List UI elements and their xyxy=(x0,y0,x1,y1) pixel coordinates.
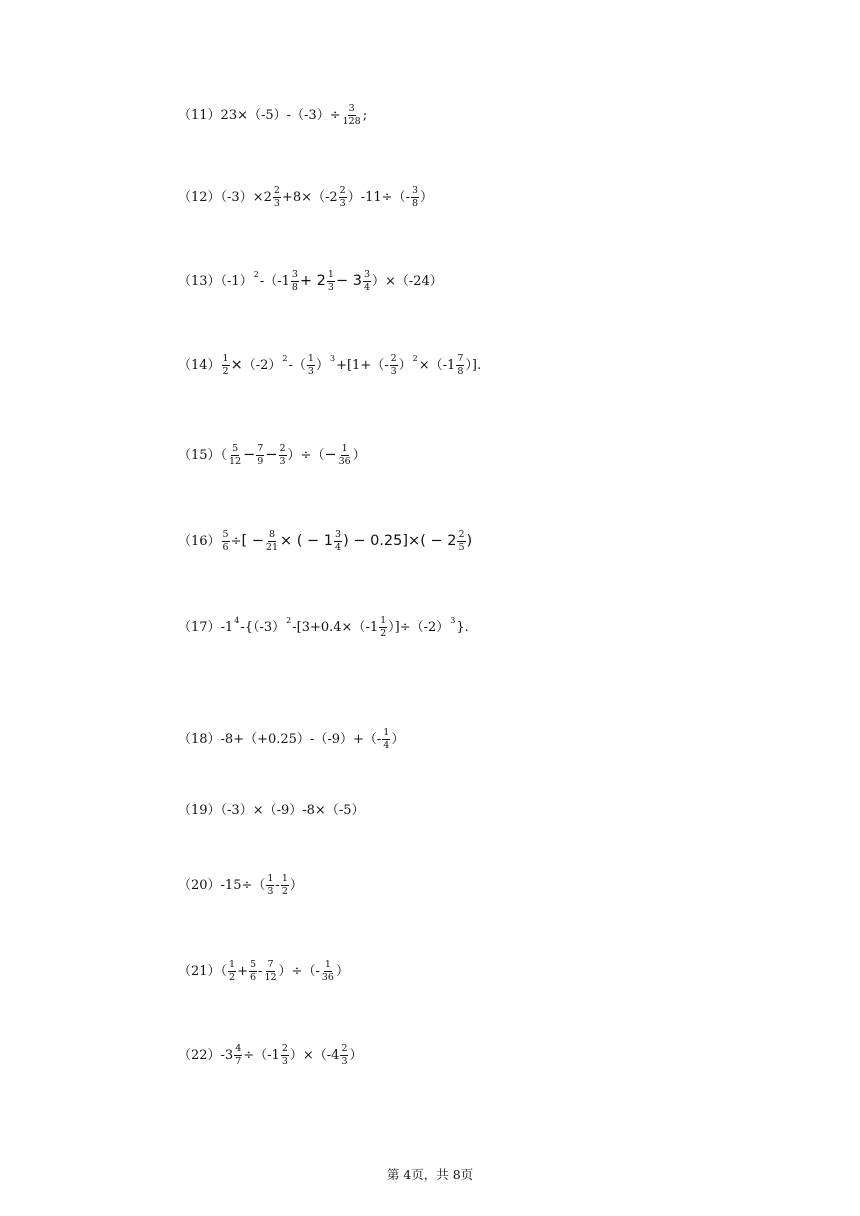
fraction xyxy=(338,444,352,467)
expression-text: （12）（-3）×2 xyxy=(178,189,272,205)
fraction xyxy=(222,530,230,553)
fraction-denominator: 3 xyxy=(327,281,334,293)
fraction-denominator: 7 xyxy=(235,1055,242,1067)
expression-text: ）÷（ xyxy=(287,447,325,463)
problem-11 xyxy=(178,104,367,127)
fraction-denominator: 3 xyxy=(281,1055,288,1067)
fraction-numerator: 2 xyxy=(273,185,280,196)
fraction-numerator: 1 xyxy=(267,873,274,884)
expression-text: +8×（-2 xyxy=(281,189,338,205)
expression-text: ）]÷（-2） xyxy=(388,619,450,635)
fraction-numerator: 3 xyxy=(335,529,342,540)
fraction xyxy=(457,530,465,553)
fraction-denominator: 12 xyxy=(264,971,277,983)
fraction xyxy=(222,354,230,377)
expression-text: ） xyxy=(315,357,329,373)
fraction-numerator: 2 xyxy=(341,1043,348,1054)
expression-text: （17）-1 xyxy=(178,619,234,635)
fraction-denominator: 3 xyxy=(339,197,346,209)
expression-text: - xyxy=(258,963,263,979)
expression-text: ） xyxy=(349,1047,363,1063)
fraction-denominator: 3 xyxy=(307,365,314,377)
fraction-numerator: 7 xyxy=(267,959,274,970)
problem-13 xyxy=(178,270,443,293)
expression-text: ） xyxy=(289,877,303,893)
fraction xyxy=(273,186,281,209)
fraction xyxy=(327,270,335,293)
fraction xyxy=(411,186,419,209)
fraction-numerator: 3 xyxy=(363,269,370,280)
fraction xyxy=(265,530,279,553)
expression-text: ; xyxy=(362,107,368,123)
expression-text: - xyxy=(275,877,280,893)
expression-text: （-2） xyxy=(242,357,282,373)
problem-20 xyxy=(178,874,303,897)
fraction-numerator: 3 xyxy=(348,103,355,114)
expression-text: ）-11÷（- xyxy=(347,189,410,205)
fraction-denominator: 4 xyxy=(383,739,390,751)
expression-text: − xyxy=(324,447,337,464)
fraction xyxy=(390,354,398,377)
problem-16 xyxy=(178,530,472,553)
expression-text: ) − 0.25]×( − 2 xyxy=(343,533,457,550)
fraction-numerator: 1 xyxy=(307,353,314,364)
fraction-denominator: 2 xyxy=(229,971,236,983)
fraction-denominator: 2 xyxy=(222,365,229,377)
fraction xyxy=(281,874,289,897)
problem-14 xyxy=(178,354,481,377)
expression-text: （18）-8+（+0.25）-（-9）+（- xyxy=(178,731,382,747)
expression-text: -（ xyxy=(288,357,306,373)
fraction xyxy=(266,874,274,897)
fraction-denominator: 3 xyxy=(390,365,397,377)
expression-text: ） xyxy=(419,189,433,205)
expression-text: ) xyxy=(466,533,473,550)
fraction-denominator: 8 xyxy=(411,197,418,209)
fraction xyxy=(249,960,257,983)
fraction-numerator: 1 xyxy=(383,727,390,738)
expression-text: + 2 xyxy=(299,273,326,290)
fraction-denominator: 21 xyxy=(265,541,279,553)
problem-12 xyxy=(178,186,433,209)
fraction xyxy=(379,616,387,639)
fraction-numerator: 7 xyxy=(457,353,464,364)
fraction-numerator: 1 xyxy=(324,959,331,970)
exponent: 3 xyxy=(329,354,336,364)
fraction-denominator: 2 xyxy=(380,627,387,639)
fraction-numerator: 3 xyxy=(291,269,298,280)
expression-text: （11）23×（-5）-（-3）÷ xyxy=(178,107,341,123)
fraction-denominator: 128 xyxy=(342,115,361,127)
expression-text: （20）-15÷（ xyxy=(178,877,266,893)
fraction xyxy=(307,354,315,377)
fraction-numerator: 7 xyxy=(257,443,264,454)
expression-text: +[1+（- xyxy=(336,357,389,373)
expression-text: × xyxy=(230,357,243,374)
fraction xyxy=(263,960,277,983)
expression-text: + xyxy=(237,963,248,979)
problem-17 xyxy=(178,616,469,639)
expression-text: （15）（ xyxy=(178,447,228,463)
expression-text: （19）（-3）×（-9）-8×（-5） xyxy=(178,803,365,818)
fraction-numerator: 2 xyxy=(458,529,465,540)
fraction xyxy=(291,270,299,293)
expression-text: ）]. xyxy=(465,357,482,373)
problem-15 xyxy=(178,444,366,467)
fraction xyxy=(334,530,342,553)
fraction-numerator: 1 xyxy=(341,443,348,454)
fraction-numerator: 1 xyxy=(222,353,229,364)
fraction-denominator: 36 xyxy=(338,455,351,467)
expression-text: -{（-3） xyxy=(240,619,286,635)
expression-text: }. xyxy=(456,619,469,635)
expression-text: × ( − 1 xyxy=(280,533,334,550)
expression-text: （16） xyxy=(178,533,221,549)
exponent: 2 xyxy=(286,616,292,626)
fraction xyxy=(456,354,464,377)
expression-text: （13）（-1） xyxy=(178,273,253,289)
expression-text: （22）-3 xyxy=(178,1047,234,1063)
fraction-numerator: 5 xyxy=(232,443,239,454)
exponent: 2 xyxy=(282,354,288,364)
expression-text: ） xyxy=(335,963,349,979)
expression-text: ）×（-24） xyxy=(371,273,443,289)
expression-text: ） xyxy=(391,731,405,747)
expression-text: [ − xyxy=(241,533,264,550)
fraction-numerator: 1 xyxy=(229,959,236,970)
fraction-numerator: 3 xyxy=(411,185,418,196)
exponent: 2 xyxy=(412,354,418,364)
expression-text: ） xyxy=(398,357,412,373)
fraction xyxy=(363,270,371,293)
exponent: 4 xyxy=(234,616,240,626)
fraction-numerator: 2 xyxy=(279,443,286,454)
fraction xyxy=(339,186,347,209)
fraction xyxy=(256,444,264,467)
problem-18 xyxy=(178,728,404,751)
expression-text: − 3 xyxy=(335,273,362,290)
fraction-denominator: 3 xyxy=(273,197,280,209)
expression-text: ）×（-4 xyxy=(289,1047,340,1063)
fraction-numerator: 5 xyxy=(222,529,229,540)
fraction-numerator: 2 xyxy=(281,1043,288,1054)
fraction-denominator: 12 xyxy=(229,455,242,467)
expression-text: − xyxy=(265,447,278,464)
fraction xyxy=(281,1044,289,1067)
problem-22 xyxy=(178,1044,363,1067)
fraction-numerator: 8 xyxy=(268,529,275,540)
fraction xyxy=(321,960,335,983)
fraction-denominator: 6 xyxy=(222,541,229,553)
exponent: 3 xyxy=(450,616,456,626)
fraction-numerator: 1 xyxy=(380,615,387,626)
exponent: 2 xyxy=(253,270,259,280)
fraction-numerator: 1 xyxy=(327,269,334,280)
fraction-numerator: 1 xyxy=(281,873,288,884)
expression-text: （14） xyxy=(178,357,221,373)
fraction xyxy=(228,444,242,467)
fraction-denominator: 2 xyxy=(281,885,288,897)
fraction-denominator: 8 xyxy=(457,365,464,377)
fraction xyxy=(340,1044,348,1067)
fraction xyxy=(228,960,236,983)
page-footer: 第 4页，共 8页 xyxy=(386,1167,474,1182)
expression-text: ×（-1 xyxy=(418,357,456,373)
expression-text: ）÷（- xyxy=(278,963,320,979)
expression-text: （21）（ xyxy=(178,963,228,979)
problem-19 xyxy=(178,804,364,817)
fraction-denominator: 6 xyxy=(250,971,257,983)
fraction xyxy=(342,104,362,127)
fraction-denominator: 4 xyxy=(335,541,342,553)
fraction xyxy=(279,444,287,467)
expression-text: ÷ xyxy=(230,533,242,549)
expression-text: ÷（-1 xyxy=(243,1047,280,1063)
expression-text: ） xyxy=(352,447,366,463)
fraction xyxy=(382,728,390,751)
fraction-denominator: 8 xyxy=(291,281,298,293)
fraction xyxy=(234,1044,242,1067)
fraction-denominator: 36 xyxy=(321,971,334,983)
expression-text: -[3+0.4×（-1 xyxy=(292,619,379,635)
fraction-numerator: 5 xyxy=(250,959,257,970)
fraction-denominator: 5 xyxy=(458,541,465,553)
fraction-denominator: 4 xyxy=(363,281,370,293)
fraction-denominator: 9 xyxy=(257,455,264,467)
fraction-denominator: 3 xyxy=(279,455,286,467)
fraction-numerator: 2 xyxy=(339,185,346,196)
fraction-denominator: 3 xyxy=(341,1055,348,1067)
fraction-denominator: 3 xyxy=(267,885,274,897)
expression-text: − xyxy=(243,447,256,464)
fraction-numerator: 4 xyxy=(235,1043,242,1054)
problem-21 xyxy=(178,960,349,983)
expression-text: -（-1 xyxy=(259,273,290,289)
fraction-numerator: 2 xyxy=(390,353,397,364)
